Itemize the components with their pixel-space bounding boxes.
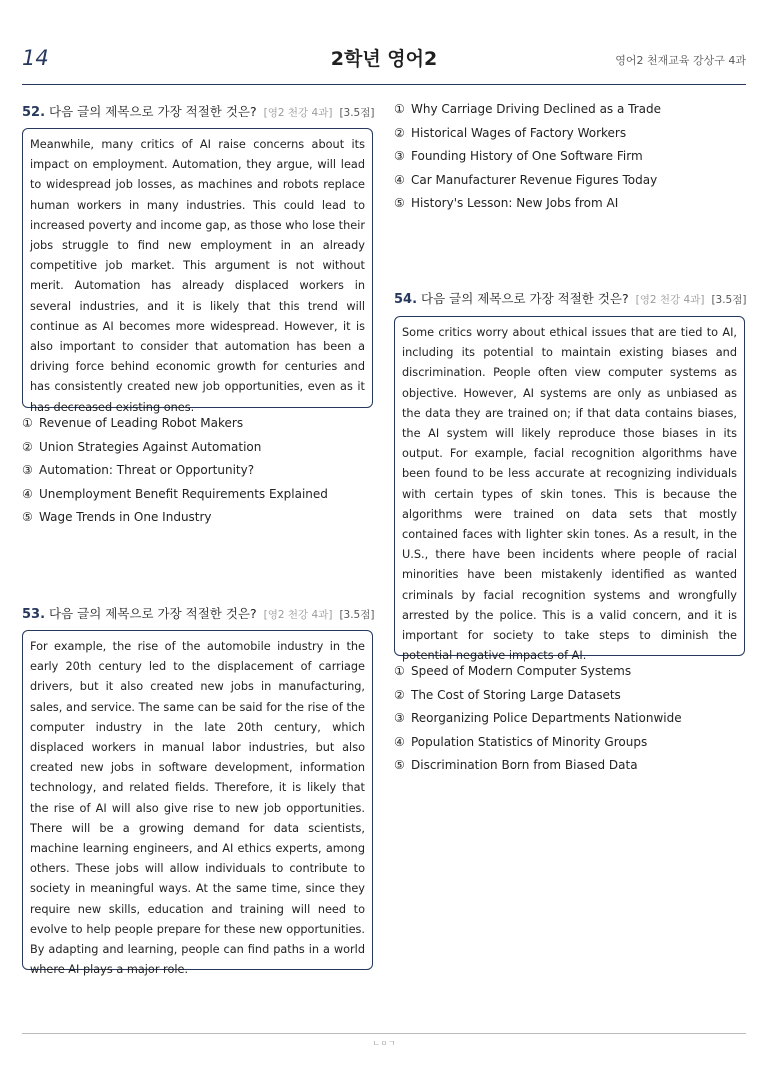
- question-prompt: 다음 글의 제목으로 가장 적절한 것은?: [421, 291, 629, 306]
- answer-choice[interactable]: [22, 483, 373, 507]
- question-points: [3.5점]: [339, 609, 375, 621]
- question-points: [3.5점]: [339, 107, 375, 119]
- choice-text: Founding History of One Software Firm: [411, 149, 643, 163]
- choice-text: Revenue of Leading Robot Makers: [39, 416, 244, 430]
- choice-number: ③: [394, 711, 405, 725]
- answer-choice[interactable]: [394, 684, 745, 708]
- answer-choice[interactable]: [394, 145, 745, 169]
- choice-number: ③: [394, 149, 405, 163]
- choice-number: ③: [22, 463, 33, 477]
- choice-number: ⑤: [22, 510, 33, 524]
- answer-choice[interactable]: [394, 169, 745, 193]
- question-53-choices: [394, 98, 745, 216]
- answer-choice[interactable]: [394, 192, 745, 216]
- question-52-header: [22, 102, 373, 120]
- choice-number: ⑤: [394, 196, 405, 210]
- choice-number: ①: [394, 102, 405, 116]
- question-prompt: 다음 글의 제목으로 가장 적절한 것은?: [49, 606, 257, 621]
- question-number: 54.: [394, 292, 418, 307]
- answer-choice[interactable]: [394, 660, 745, 684]
- choice-number: ②: [394, 687, 405, 702]
- question-source: [영2 천강 4과]: [263, 609, 333, 621]
- answer-choice[interactable]: [394, 731, 745, 755]
- answer-choice[interactable]: [22, 459, 373, 483]
- choice-number: ②: [394, 125, 405, 140]
- header-divider: [22, 84, 746, 85]
- choice-text: Wage Trends in One Industry: [39, 510, 212, 524]
- choice-number: ①: [22, 416, 33, 430]
- answer-choice[interactable]: [22, 412, 373, 436]
- question-54-header: [394, 289, 745, 307]
- choice-text: Union Strategies Against Automation: [39, 439, 262, 454]
- answer-choice[interactable]: [22, 506, 373, 530]
- choice-number: ②: [22, 439, 33, 454]
- question-54-passage: Some critics worry about ethical issues that are tied to AI, including its potential to maintain existing biases and discrimination. People often view computer systems as objective. However, AI systems are only as unbiased as the data they are trained on; if that data contains biases, the AI system will likely reproduce those biases in its output. For example, facial recognition algorithms have been found to be less accurate at recognizing individuals with certain types of skin tones. This is because the algorithms were trained on data sets that mostly contained faces with lighter skin tones. As a result, in the U.S., there have been incidents where people of racial minorities have been mistakenly identified as wanted criminals by facial recognition systems and wrongfully arrested by the police. This is a valid concern, and it is important for society to take steps to diminish the potential negative impacts of AI.: [394, 316, 745, 656]
- footer-divider: [22, 1033, 746, 1034]
- question-number: 53.: [22, 607, 46, 622]
- choice-text: History's Lesson: New Jobs from AI: [411, 196, 619, 210]
- question-number: 52.: [22, 105, 46, 120]
- question-52-passage: Meanwhile, many critics of AI raise concerns about its impact on employment. Automation, they argue, will lead to widespread job losses, as machines and robots replace human workers in many industries. This could lead to increased poverty and income gap, as those who lose their jobs struggle to find new employment in an already competitive job market. This argument is not without merit. Automation has already displaced workers in several industries, and it is likely that this trend will continue as AI becomes more widespread. However, it is also important to consider that automation has been a driving force behind economic growth for centuries and has consistently created new job opportunities, even as it has decreased existing ones.: [22, 128, 373, 408]
- answer-choice[interactable]: [394, 122, 745, 146]
- choice-text: Reorganizing Police Departments Nationwide: [411, 711, 682, 725]
- choice-text: Historical Wages of Factory Workers: [411, 125, 627, 140]
- question-points: [3.5점]: [711, 294, 747, 306]
- answer-choice[interactable]: [394, 754, 745, 778]
- footer-mark: ㄴㅇㄱ: [372, 1039, 396, 1048]
- choice-text: Population Statistics of Minority Groups: [411, 734, 648, 749]
- choice-number: ①: [394, 664, 405, 678]
- choice-number: ④: [394, 172, 405, 187]
- choice-text: Speed of Modern Computer Systems: [411, 664, 632, 678]
- answer-choice[interactable]: [394, 98, 745, 122]
- choice-text: Unemployment Benefit Requirements Explained: [39, 486, 328, 501]
- question-52-choices: [22, 412, 373, 530]
- choice-text: Discrimination Born from Biased Data: [411, 758, 638, 772]
- question-source: [영2 천강 4과]: [263, 107, 333, 119]
- page-subtitle: 영어2 천재교육 강상구 4과: [615, 54, 746, 67]
- page-number: 14: [22, 46, 49, 70]
- answer-choice[interactable]: [22, 436, 373, 460]
- question-source: [영2 천강 4과]: [635, 294, 705, 306]
- question-53-passage: For example, the rise of the automobile industry in the early 20th century led to the displacement of carriage drivers, but it also created new jobs in manufacturing, sales, and service. The same can be said for the rise of the computer industry in the late 20th century, which displaced workers in manual labor industries, but also created new jobs in software development, information technology, and related fields. Therefore, it is likely that the rise of AI will also give rise to new job opportunities. There will be a growing demand for data scientists, machine learning engineers, and AI ethics experts, among others. These jobs will allow individuals to contribute to society in meaningful ways. At the same time, since they require new skills, education and training will need to evolve to help people prepare for these new opportunities. By adapting and learning, people can find paths in a world where AI plays a major role.: [22, 630, 373, 970]
- page-title: 2학년 영어2: [330, 48, 438, 70]
- choice-text: Why Carriage Driving Declined as a Trade: [411, 102, 662, 116]
- choice-text: The Cost of Storing Large Datasets: [411, 687, 621, 702]
- choice-number: ④: [22, 486, 33, 501]
- answer-choice[interactable]: [394, 707, 745, 731]
- choice-number: ⑤: [394, 758, 405, 772]
- question-prompt: 다음 글의 제목으로 가장 적절한 것은?: [49, 104, 257, 119]
- question-53-header: [22, 604, 373, 622]
- question-54-choices: [394, 660, 745, 778]
- choice-text: Car Manufacturer Revenue Figures Today: [411, 172, 658, 187]
- choice-text: Automation: Threat or Opportunity?: [39, 463, 255, 477]
- choice-number: ④: [394, 734, 405, 749]
